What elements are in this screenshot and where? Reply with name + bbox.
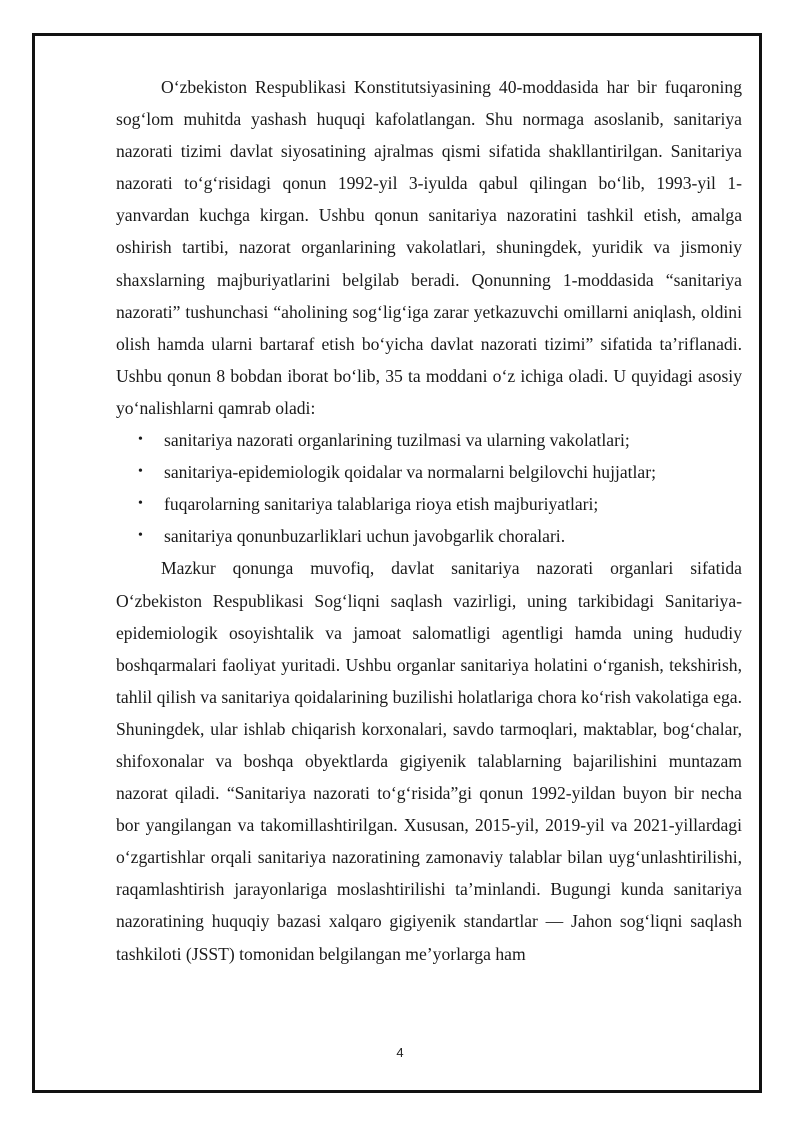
bullet-icon: •: [138, 432, 143, 448]
list-item-text: sanitariya nazorati organlarining tuzilmasi va ularning vakolatlari;: [164, 430, 630, 451]
bullet-icon: •: [138, 464, 143, 480]
paragraph-main: Mazkur qonunga muvofiq, davlat sanitariya nazorati organlari sifatida O‘zbekiston Respublikasi Sog‘liqni saqlash vazirligi, uning tarkibidagi Sanitariya-epidemiologik osoyishtalik va jamoat salomatligi agentligi hamda uning hududiy boshqarmalari faoliyat yuritadi. Ushbu organlar sanitariya holatini o‘rganish, tekshirish, tahlil qilish va sanitariya qoidalarining buzilishi holatlariga chora ko‘rish vakolatiga ega. Shuningdek, ular ishlab chiqarish korxonalari, savdo tarmoqlari, maktablar, bog‘chalar, shifoxonalar va boshqa obyektlarda gigiyenik talablarning bajarilishini muntazam nazorat qiladi. “Sanitariya nazorati to‘g‘risida”gi qonun 1992-yildan buyon bir necha bor yangilangan va takomillashtirilgan. Xususan, 2015-yil, 2019-yil va 2021-yillardagi o‘zgartishlar orqali sanitariya nazoratining zamonaviy talablar bilan uyg‘unlashtirilishi, raqamlashtirish jarayonlariga moslashtirilishi ta’minlandi. Bugungi kunda sanitariya nazoratining huquqiy bazasi xalqaro gigiyenik standartlar — Jahon sog‘liqni saqlash tashkiloti (JSST) tomonidan belgilangan me’yorlarga ham: [116, 558, 742, 964]
bullet-icon: •: [138, 496, 143, 512]
list-item-text: fuqarolarning sanitariya talablariga rioya etish majburiyatlari;: [164, 494, 599, 515]
page-number: 4: [396, 1045, 404, 1060]
list-item: [116, 456, 742, 488]
list-item: [116, 520, 742, 552]
document-body: [116, 71, 742, 970]
list-item-text: sanitariya-epidemiologik qoidalar va normalarni belgilovchi hujjatlar;: [164, 462, 656, 483]
paragraph-intro: O‘zbekiston Respublikasi Konstitutsiyasining 40-moddasida har bir fuqaroning sog‘lom muhitda yashash huquqi kafolatlangan. Shu normaga asoslanib, sanitariya nazorati tizimi davlat siyosatining ajralmas qismi sifatida shakllantirilgan. Sanitariya nazorati to‘g‘risidagi qonun 1992-yil 3-iyulda qabul qilingan bo‘lib, 1993-yil 1-yanvardan kuchga kirgan. Ushbu qonun sanitariya nazoratini tashkil etish, amalga oshirish tartibi, nazorat organlarining vakolatlari, shuningdek, yuridik va jismoniy shaxslarning majburiyatlarini belgilab beradi. Qonunning 1-moddasida “sanitariya nazorati” tushunchasi “aholining sog‘lig‘iga zarar yetkazuvchi omillarni aniqlash, oldini olish hamda ularni bartaraf etish bo‘yicha davlat nazorati tizimi” sifatida ta’riflanadi. Ushbu qonun 8 bobdan iborat bo‘lib, 35 ta moddani o‘z ichiga oladi. U quyidagi asosiy yo‘nalishlarni qamrab oladi:: [116, 77, 742, 418]
bullet-icon: •: [138, 528, 143, 544]
list-item-text: sanitariya qonunbuzarliklari uchun javobgarlik choralari.: [164, 526, 566, 547]
bullet-list: [116, 424, 742, 552]
list-item: [116, 424, 742, 456]
list-item: [116, 488, 742, 520]
